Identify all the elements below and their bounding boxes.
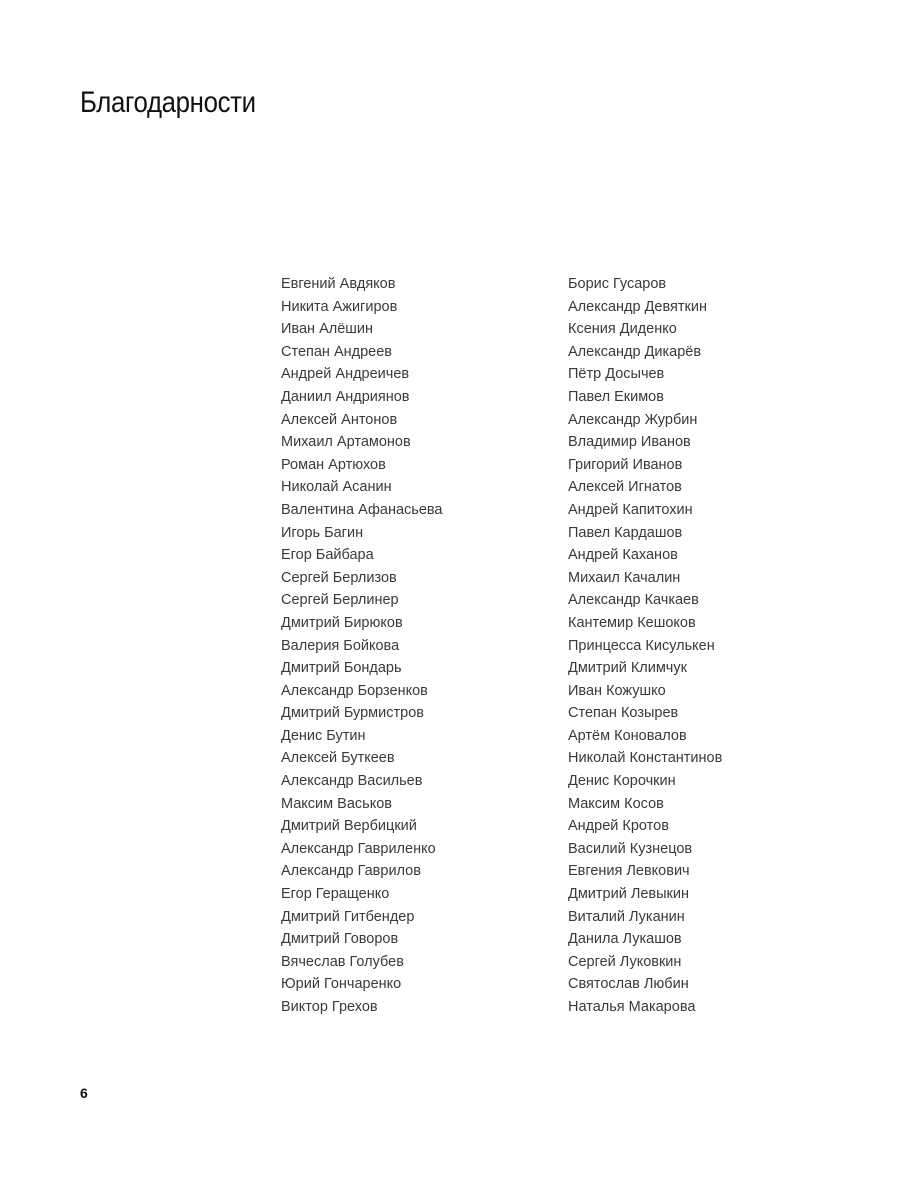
name-item: Николай Асанин xyxy=(281,479,392,496)
name-item: Александр Дикарёв xyxy=(568,343,702,360)
name-item: Сергей Луковкин xyxy=(568,953,682,970)
name-item: Александр Гаврилов xyxy=(281,863,421,880)
name-item: Кантемир Кешоков xyxy=(568,614,696,631)
name-item: Ксения Диденко xyxy=(568,321,677,338)
name-item: Дмитрий Климчук xyxy=(568,660,687,677)
name-item: Александр Журбин xyxy=(568,411,698,428)
name-item: Степан Козырев xyxy=(568,705,679,722)
name-item: Сергей Берлинер xyxy=(281,592,399,609)
name-item: Дмитрий Гитбендер xyxy=(281,908,415,925)
name-item: Пётр Досычев xyxy=(568,366,665,383)
name-item: Данила Лукашов xyxy=(568,931,682,948)
name-item: Даниил Андриянов xyxy=(281,388,410,405)
name-item: Дмитрий Вербицкий xyxy=(281,818,417,835)
name-item: Иван Алёшин xyxy=(281,321,373,338)
name-item: Евгения Левкович xyxy=(568,863,690,880)
name-item: Андрей Кротов xyxy=(568,818,669,835)
name-item: Виктор Грехов xyxy=(281,999,378,1015)
page-number: 6 xyxy=(80,1085,88,1101)
names-column-right xyxy=(568,273,722,1019)
name-item: Иван Кожушко xyxy=(568,682,666,699)
name-item: Александр Гавриленко xyxy=(281,840,436,857)
name-item: Святослав Любин xyxy=(568,976,689,993)
name-item: Вячеслав Голубев xyxy=(281,953,404,970)
name-item: Александр Васильев xyxy=(281,773,423,790)
name-item: Андрей Андреичев xyxy=(281,366,410,383)
name-item: Степан Андреев xyxy=(281,343,393,360)
name-item: Дмитрий Бирюков xyxy=(281,614,403,631)
name-item: Наталья Макарова xyxy=(568,999,696,1015)
name-item: Владимир Иванов xyxy=(568,434,691,451)
name-item: Борис Гусаров xyxy=(568,276,667,292)
name-item: Игорь Багин xyxy=(281,524,364,541)
name-item: Дмитрий Бурмистров xyxy=(281,705,424,722)
name-item: Егор Байбара xyxy=(281,547,374,564)
name-item: Роман Артюхов xyxy=(281,456,386,473)
name-item: Павел Кардашов xyxy=(568,524,683,541)
name-item: Максим Косов xyxy=(568,795,664,812)
name-item: Алексей Буткеев xyxy=(281,750,395,767)
name-item: Андрей Каханов xyxy=(568,547,678,564)
name-item: Денис Бутин xyxy=(281,727,366,744)
name-item: Павел Екимов xyxy=(568,388,664,405)
name-item: Артём Коновалов xyxy=(568,727,687,744)
page-title: Благодарности xyxy=(80,86,256,119)
name-item: Александр Качкаев xyxy=(568,592,699,609)
name-item: Дмитрий Бондарь xyxy=(281,660,402,677)
name-item: Александр Девяткин xyxy=(568,298,707,315)
name-item: Алексей Игнатов xyxy=(568,479,682,496)
name-item: Василий Кузнецов xyxy=(568,840,693,857)
name-item: Валентина Афанасьева xyxy=(281,501,443,518)
name-item: Евгений Авдяков xyxy=(281,276,396,292)
name-item: Михаил Качалин xyxy=(568,569,681,586)
name-item: Валерия Бойкова xyxy=(281,637,400,654)
name-item: Алексей Антонов xyxy=(281,411,398,428)
name-item: Николай Константинов xyxy=(568,750,723,767)
name-item: Михаил Артамонов xyxy=(281,434,411,451)
name-item: Егор Геращенко xyxy=(281,886,390,903)
name-item: Сергей Берлизов xyxy=(281,569,397,586)
name-item: Андрей Капитохин xyxy=(568,501,693,518)
names-column-left xyxy=(281,273,442,1019)
name-item: Юрий Гончаренко xyxy=(281,976,402,993)
name-item: Никита Ажигиров xyxy=(281,298,398,315)
name-item: Принцесса Кисулькен xyxy=(568,637,715,654)
name-item: Дмитрий Левыкин xyxy=(568,886,689,903)
name-item: Виталий Луканин xyxy=(568,908,685,925)
name-item: Григорий Иванов xyxy=(568,456,683,473)
name-item: Максим Васьков xyxy=(281,795,392,812)
name-item: Дмитрий Говоров xyxy=(281,931,399,948)
name-item: Денис Корочкин xyxy=(568,773,676,790)
name-item: Александр Борзенков xyxy=(281,682,428,699)
